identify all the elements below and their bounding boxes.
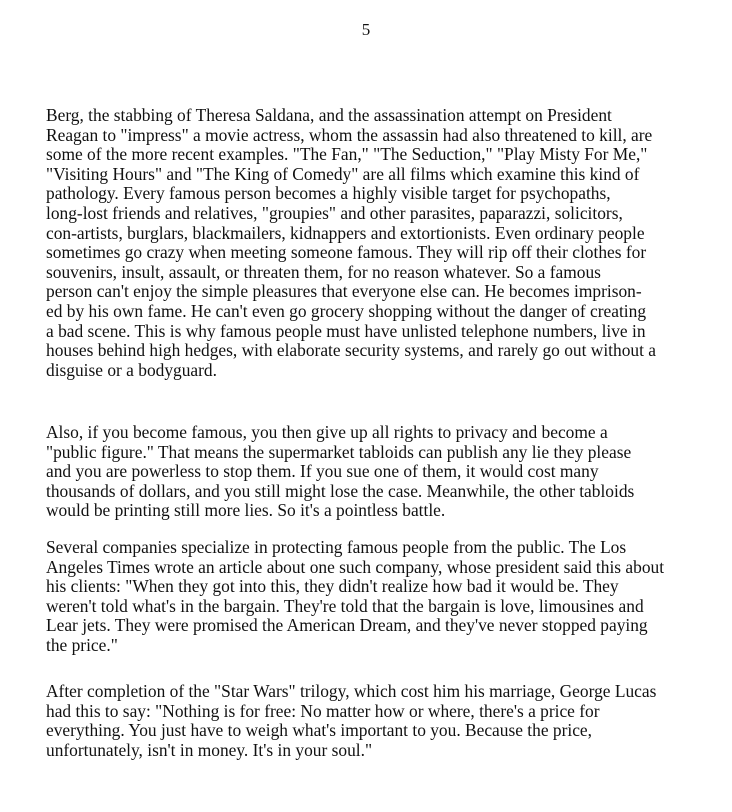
paragraph-1: [46, 106, 696, 380]
text-line: Lear jets. They were promised the American Dream, and they've never stopped paying: [46, 615, 648, 636]
text-line: and you are powerless to stop them. If you sue one of them, it would cost many: [46, 461, 599, 482]
text-line: a bad scene. This is why famous people must have unlisted telephone numbers, live in: [46, 320, 646, 341]
text-line: ed by his own fame. He can't even go grocery shopping without the danger of creating: [46, 300, 647, 321]
text-line: thousands of dollars, and you still might lose the case. Meanwhile, the other tabloids: [46, 480, 635, 501]
text-line: his clients: "When they got into this, they didn't realize how bad it would be. They: [46, 576, 619, 597]
text-line: unfortunately, isn't in money. It's in your soul.": [46, 739, 373, 760]
text-line: pathology. Every famous person becomes a highly visible target for psychopaths,: [46, 183, 611, 204]
text-line: some of the more recent examples. "The Fan," "The Seduction," "Play Misty For Me,": [46, 144, 648, 165]
text-line: the price.": [46, 634, 118, 655]
paragraph-4: [46, 682, 696, 760]
paragraph-3: [46, 538, 696, 656]
text-line: sometimes go crazy when meeting someone famous. They will rip off their clothes for: [46, 242, 647, 263]
text-line: long-lost friends and relatives, "groupies" and other parasites, paparazzi, solicitors,: [46, 202, 623, 223]
text-line: Several companies specialize in protecting famous people from the public. The Los: [46, 537, 627, 557]
text-line: "Visiting Hours" and "The King of Comedy" are all films which examine this kind of: [46, 163, 640, 184]
text-line: had this to say: "Nothing is for free: No matter how or where, there's a price for: [46, 700, 600, 721]
text-line: After completion of the "Star Wars" trilogy, which cost him his marriage, George Lucas: [46, 681, 657, 701]
text-line: con-artists, burglars, blackmailers, kidnappers and extortionists. Even ordinary people: [46, 222, 645, 243]
page-number: 5: [361, 20, 371, 39]
text-line: weren't told what's in the bargain. They're told that the bargain is love, limousines and: [46, 595, 644, 616]
text-line: houses behind high hedges, with elaborate security systems, and rarely go out without a: [46, 340, 656, 361]
text-line: Berg, the stabbing of Theresa Saldana, and the assassination attempt on President: [46, 105, 612, 125]
text-line: disguise or a bodyguard.: [46, 359, 217, 380]
text-line: "public figure." That means the supermarket tabloids can publish any lie they please: [46, 441, 632, 462]
text-line: Also, if you become famous, you then give up all rights to privacy and become a: [46, 422, 608, 442]
paragraph-2: [46, 423, 696, 521]
text-line: would be printing still more lies. So it's a pointless battle.: [46, 500, 446, 521]
text-line: everything. You just have to weigh what's important to you. Because the price,: [46, 720, 593, 741]
text-line: Angeles Times wrote an article about one such company, whose president said this about: [46, 556, 665, 577]
text-line: person can't enjoy the simple pleasures that everyone else can. He becomes imprison-: [46, 281, 642, 302]
text-line: Reagan to "impress" a movie actress, whom the assassin had also threatened to kill, are: [46, 124, 653, 145]
text-line: souvenirs, insult, assault, or threaten them, for no reason whatever. So a famous: [46, 261, 601, 282]
